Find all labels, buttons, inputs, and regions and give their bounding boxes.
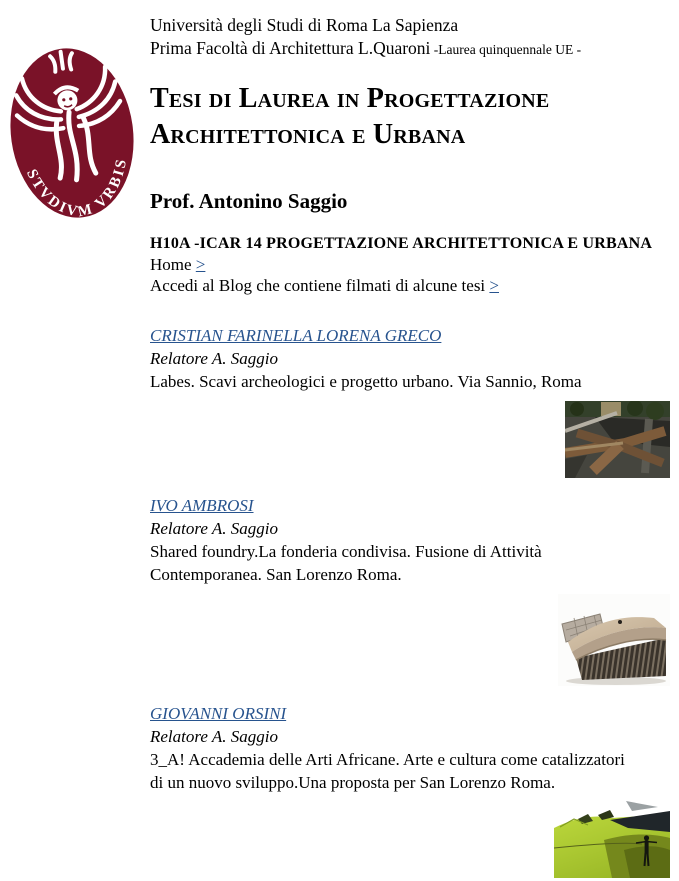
thesis-entry xyxy=(150,494,672,686)
thesis-description: 3_A! Accademia delle Arti Africane. Arte e cultura come catalizzatori di un nuovo sviluppo.Una proposta per San Lorenzo Roma. xyxy=(150,750,625,792)
course-code-title: H10A -ICAR 14 PROGETTAZIONE ARCHITETTONICA E URBANA xyxy=(150,235,653,252)
thesis-thumbnail-green-terrain[interactable] xyxy=(554,798,670,878)
thumbnail-row xyxy=(150,594,670,686)
university-name: Università degli Studi di Roma La Sapienza xyxy=(150,15,459,35)
blog-chevron-link[interactable]: > xyxy=(489,276,499,295)
faculty-name: Prima Facoltà di Architettura L.Quaroni xyxy=(150,38,431,58)
home-label: Home xyxy=(150,255,196,274)
page-title: Tesi di Laurea in Progettazione Architettonica e Urbana xyxy=(150,83,550,150)
thesis-list xyxy=(150,324,672,878)
thesis-thumbnail-aerial-site[interactable] xyxy=(565,401,670,478)
thesis-students-link[interactable]: CRISTIAN FARINELLA LORENA GRECO xyxy=(150,326,442,345)
studium-urbis-seal-icon xyxy=(6,38,138,220)
thesis-description: Shared foundry.La fonderia condivisa. Fusione di Attività Contemporanea. San Lorenzo Roma. xyxy=(150,542,542,584)
home-chevron-link[interactable]: > xyxy=(195,255,206,274)
thesis-students-link[interactable]: GIOVANNI ORSINI xyxy=(150,704,287,723)
home-line xyxy=(150,254,672,275)
blog-line xyxy=(150,275,672,296)
seal-text: STVDIVM VRBIS xyxy=(23,156,131,220)
thesis-description: Labes. Scavi archeologici e progetto urbano. Via Sannio, Roma xyxy=(150,372,582,391)
thesis-students-link[interactable]: IVO AMBROSI xyxy=(150,496,254,515)
faculty-note: -Laurea quinquennale UE - xyxy=(430,42,582,57)
thumbnail-row xyxy=(150,401,670,478)
faculty-line xyxy=(150,37,672,61)
main-content xyxy=(150,0,672,878)
thesis-thumbnail-foundry-model[interactable] xyxy=(558,594,670,686)
professor-name: Prof. Antonino Saggio xyxy=(150,189,348,213)
thesis-relatore: Relatore A. Saggio xyxy=(150,727,278,746)
thumbnail-row xyxy=(150,798,670,878)
sapienza-logo xyxy=(6,38,138,220)
thesis-relatore: Relatore A. Saggio xyxy=(150,349,278,368)
thesis-entry xyxy=(150,324,672,478)
blog-label: Accedi al Blog che contiene filmati di alcune tesi xyxy=(150,276,490,295)
thesis-entry xyxy=(150,702,672,878)
thesis-relatore: Relatore A. Saggio xyxy=(150,519,278,538)
